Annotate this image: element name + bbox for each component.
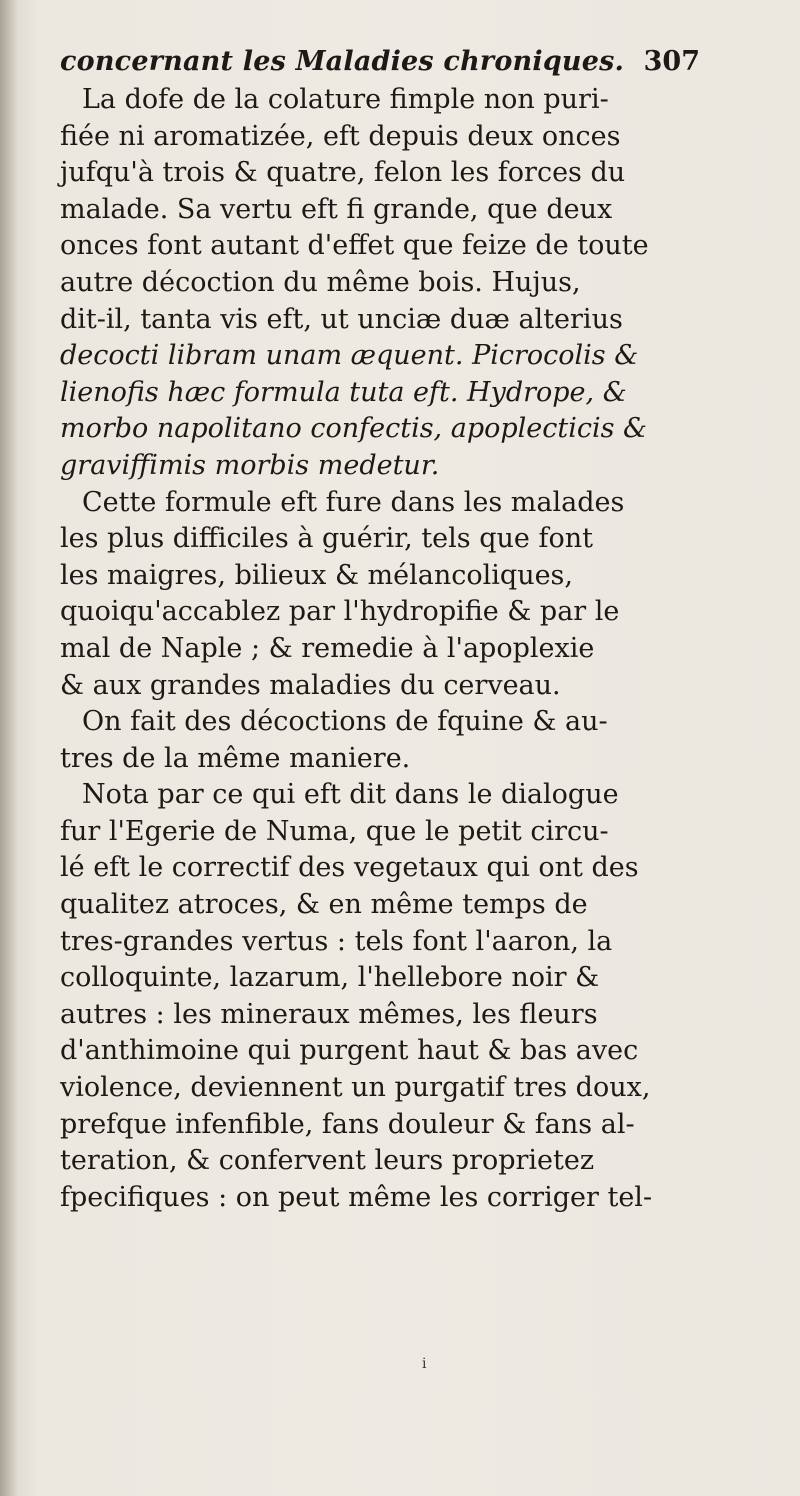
page-header: [60, 42, 700, 86]
page-gutter-shadow: [0, 0, 18, 1496]
text-line: Cette formule eft fure dans les malades: [82, 486, 625, 518]
text-line: onces font autant d'effet que feize de toute: [60, 230, 649, 262]
text-line: d'anthimoine qui purgent haut & bas avec: [60, 1035, 639, 1067]
text-line: & aux grandes maladies du cerveau.: [60, 669, 561, 701]
latin-quote-line: lienofis hæc formula tuta eft. Hydrope, &: [60, 376, 627, 408]
latin-quote-line: graviffimis morbis medetur.: [60, 449, 440, 481]
text-line: lé eft le correctif des vegetaux qui ont des: [60, 852, 639, 884]
text-line: les plus difficiles à guérir, tels que font: [60, 523, 593, 555]
page-number: 307: [643, 46, 700, 77]
text-line: La dofe de la colature fimple non puri-: [82, 84, 609, 115]
text-line: prefque infenfible, fans douleur & fans al-: [60, 1108, 635, 1140]
text-line: les maigres, bilieux & mélancoliques,: [60, 559, 573, 591]
text-line: quoiqu'accablez par l'hydropifie & par le: [60, 596, 620, 628]
text-line: autre décoction du même bois. Hujus,: [60, 266, 581, 298]
latin-quote-line: decocti libram unam æquent. Picrocolis &: [60, 340, 639, 372]
text-line: Nota par ce qui eft dit dans le dialogue: [82, 779, 619, 811]
text-line: colloquinte, lazarum, l'hellebore noir &: [60, 962, 600, 994]
text-line: autres : les mineraux mêmes, les fleurs: [60, 998, 598, 1030]
text-line: fpecifiques : on peut même les corriger tel-: [60, 1181, 653, 1213]
text-line: fur l'Egerie de Numa, que le petit circu-: [60, 815, 609, 847]
running-head: concernant les Maladies chroniques.: [60, 46, 625, 77]
text-line: jufqu'à trois & quatre, felon les forces du: [60, 157, 626, 189]
text-line: qualitez atroces, & en même temps de: [60, 889, 588, 921]
text-line: teration, & confervent leurs proprietez: [60, 1145, 595, 1177]
text-line: On fait des décoctions de fquine & au-: [82, 706, 608, 738]
text-line: tres de la même maniere.: [60, 742, 411, 774]
text-line: mal de Naple ; & remedie à l'apoplexie: [60, 632, 595, 664]
text-line: dit-il, tanta vis eft, ut unciæ duæ alterius: [60, 303, 623, 335]
text-line: malade. Sa vertu eft fi grande, que deux: [60, 193, 613, 225]
text-line: fiée ni aromatizée, eft depuis deux onces: [60, 120, 621, 152]
text-line: tres-grandes vertus : tels font l'aaron, la: [60, 925, 613, 957]
body-text: [60, 82, 720, 1216]
text-line: violence, deviennent un purgatif tres doux,: [60, 1072, 651, 1104]
latin-quote-line: morbo napolitano confectis, apoplecticis &: [60, 413, 648, 445]
stray-mark: i: [422, 1356, 427, 1372]
